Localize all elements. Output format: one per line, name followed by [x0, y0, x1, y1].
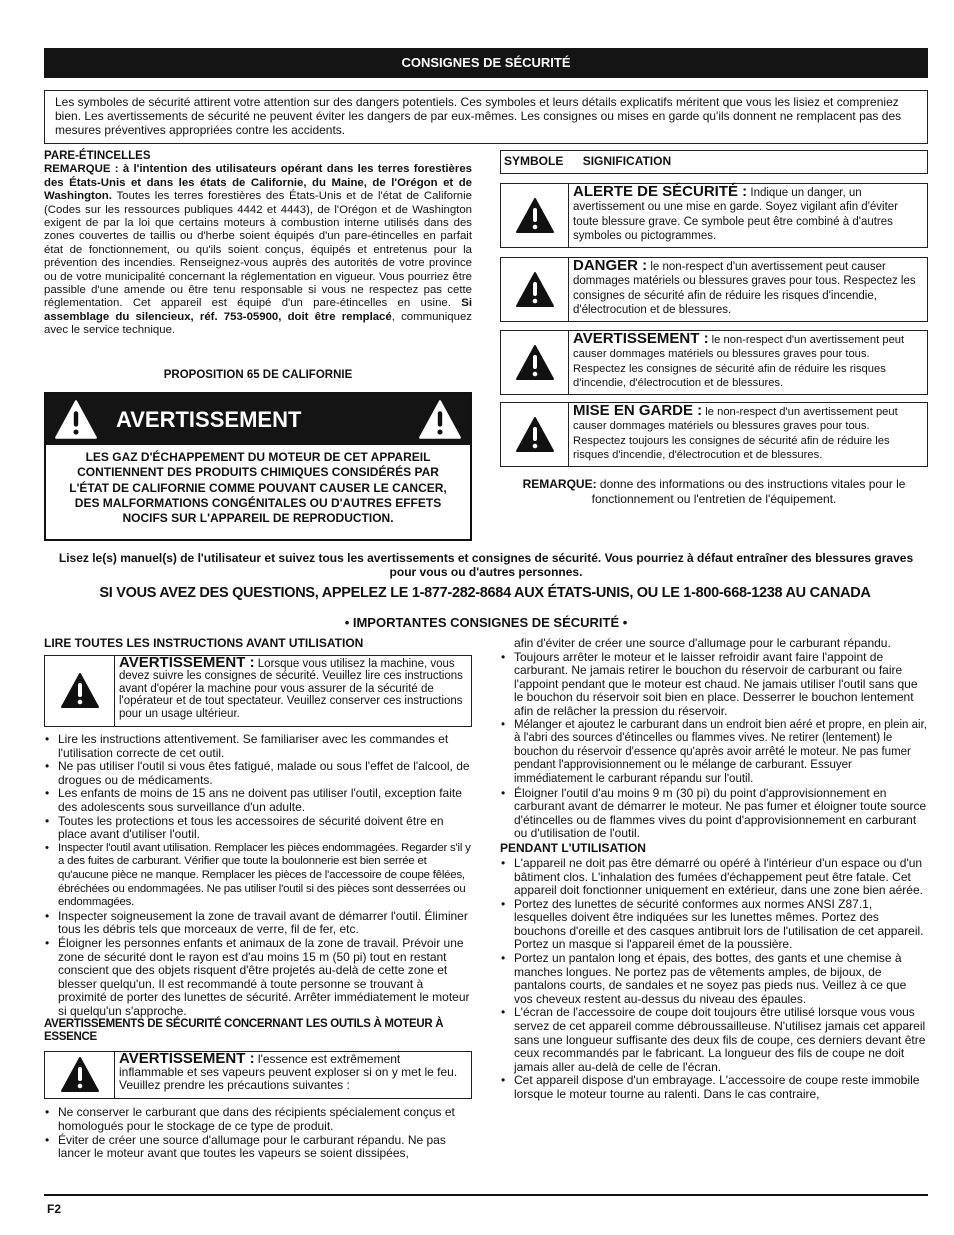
symbol-text: le non-respect d'un avertissement peut causer dommages matériels ou blessures graves pour tous. Respectez toujours les consignes de sécurité afin de réduire les risques d'incendie, d'électrocution et de blessures.	[573, 406, 898, 462]
warning-header	[46, 394, 470, 445]
symbol-title: ALERTE DE SÉCURITÉ :	[573, 183, 748, 200]
note-label: REMARQUE:	[522, 477, 597, 491]
symbol-title: AVERTISSEMENT :	[573, 330, 709, 347]
fuel-handling-list	[500, 651, 928, 841]
prop65-title: PROPOSITION 65 DE CALIFORNIE	[163, 369, 353, 381]
symbol-row-caution	[500, 402, 928, 467]
symbol-description	[569, 258, 927, 321]
during-use-heading: PENDANT L'UTILISATION	[500, 840, 646, 855]
phone-notice: SI VOUS AVEZ DES QUESTIONS, APPELEZ LE 1-877-282-8684 AUX ÉTATS-UNIS, OU LE 1-800-668-1238 AU CANADA	[99, 585, 871, 601]
list-item: • Toutes les protections et tous les accessoires de sécurité doivent être en place avant d'utiliser l'outil.	[44, 815, 472, 842]
intro-box	[44, 90, 928, 144]
header-bar	[44, 48, 928, 78]
note-text: donne des informations ou des instructions vitales pour le fonctionnement ou l'entretien de l'équipement.	[591, 477, 906, 506]
warning-label: AVERTISSEMENT	[116, 406, 302, 432]
list-item: • Cet appareil dispose d'un embrayage. L'accessoire de coupe reste immobile lorsque le moteur tourne au ralenti. Dans le cas contraire,	[500, 1074, 928, 1101]
continued-text: afin d'éviter de créer une source d'allumage pour le carburant répandu.	[514, 636, 891, 650]
warning-description	[115, 656, 471, 726]
symbol-description	[569, 184, 927, 247]
warning-text: l'essence est extrêmement inflammable et ses vapeurs peuvent exploser si on y met le feu. Veuillez prendre les précautions suivantes :	[119, 1052, 458, 1092]
prop65-warning-box	[44, 392, 472, 541]
read-instructions-heading: LIRE TOUTES LES INSTRUCTIONS AVANT UTILISATION	[44, 636, 364, 650]
list-item: • L'écran de l'accessoire de coupe doit toujours être utilisé lorsque vous vous servez de cet appareil comme débroussailleuse. N'utilisez jamais cet appareil sans une longueur suffisante des deux fils de coupe, ces derniers devant être ceux recommandés par le fabricant. La longueur des fils de coupe ne doit jamais aller au-delà de celle de l'écran.	[500, 1006, 928, 1074]
symbol-cell	[501, 258, 569, 321]
spark-bold-lead: REMARQUE : à l'intention des utilisateurs opérant dans les terres forestières des États-Unis et dans les états de Californie, du Maine, de l'Orégon et de Washington.	[44, 163, 472, 203]
spark-bold-tail: Si assemblage du silencieux, réf. 753-05900, doit être remplacé	[44, 297, 472, 323]
symbol-row-safety-alert	[500, 183, 928, 248]
symbol-column-label: SYMBOLE	[504, 154, 564, 168]
symbol-cell	[501, 331, 569, 394]
warning-description	[115, 1052, 471, 1098]
page-title: CONSIGNES DE SÉCURITÉ	[401, 55, 571, 70]
read-manual-notice: Lisez le(s) manuel(s) de l'utilisateur et suivez tous les avertissements et consignes de sécurité. Vous pourriez à défaut entraîner des blessures graves pour vous ou d'autres personnes.	[58, 551, 914, 579]
symbol-cell	[501, 184, 569, 247]
spark-end: , communiquez avec le service technique.	[44, 310, 472, 337]
page-number: F2	[47, 1202, 62, 1216]
warning-icon	[60, 1056, 100, 1094]
symbols-table-header	[500, 150, 928, 174]
symbol-row-warning	[500, 330, 928, 395]
prop65-warning-text: LES GAZ D'ÉCHAPPEMENT DU MOTEUR DE CET APPAREIL CONTIENNENT DES PRODUITS CHIMIQUES CONSIDÉRÉS PAR L'ÉTAT DE CALIFORNIE COMME POUVANT CAUSER LE CANCER, DES MALFORMATIONS CONGÉNITALES OU D'AUTRES EFFETS NOCIFS SUR L'APPAREIL DE REPRODUCTION.	[69, 450, 447, 526]
warning-icon	[515, 344, 555, 382]
list-item: • Éloigner les personnes enfants et animaux de la zone de travail. Prévoir une zone de sécurité dont le rayon est d'au moins 15 m (50 pi) tout en restant conscient que des objets risquent d'être projetés au-delà de cette zone et blesser quelqu'un. Il est recommandé à toute personne se trouvant à proximité de porter des lunettes de sécurité. Arrêter immédiatement le moteur si quelqu'un s'approche.	[44, 937, 472, 1019]
symbol-cell	[45, 656, 115, 726]
lower-right-column	[500, 637, 928, 1102]
list-item: • Lire les instructions attentivement. Se familiariser avec les commandes et l'utilisation correcte de cet outil.	[44, 733, 472, 760]
spark-arrester-section	[44, 150, 472, 338]
warning-title: AVERTISSEMENT :	[119, 654, 255, 671]
safety-alert-icon	[515, 197, 555, 235]
during-use-list	[500, 857, 928, 1102]
symbol-title: DANGER :	[573, 257, 648, 274]
list-item: • Les enfants de moins de 15 ans ne doivent pas utiliser l'outil, exception faite des adolescents sous surveillance d'un adulte.	[44, 787, 472, 814]
spark-arrester-title: PARE-ÉTINCELLES	[44, 150, 151, 162]
spark-body: Toutes les terres forestières des États-Unis et de l'état de Californie (Codes sur les ressources publiques 4442 et 4443), de l'Orégon et de Washington exigent de par la loi que certains moteurs à combustion interne utilisés dans des zones couvertes de taillis ou d'herbe soient équipés d'un pare-étincelles en parfait état de fonctionnement, ou qu'ils soient conçus, équipés et entretenus pour la prévention des incendies. Renseignez-vous auprès des autorités de votre province ou de votre municipalité concernant la réglementation en vigueur. Vous pourriez être passible d'une amende ou être tenu responsable si vous ne respectez pas cette réglementation. Cet appareil est équipé d'un pare-étincelles en usine.	[44, 190, 472, 310]
symbol-description	[569, 331, 927, 394]
footer-divider	[44, 1194, 928, 1196]
warning-triangle-icon	[418, 399, 462, 441]
list-item: • Portez des lunettes de sécurité conformes aux normes ANSI Z87.1, lesquelles doivent être indiquées sur les lunettes mêmes. Portez des bouchons d'oreille et des casques antibruit lors de l'utilisation de cet appareil. Portez un masque si l'appareil émet de la poussière.	[500, 898, 928, 952]
warning-triangle-icon	[54, 399, 98, 441]
symbol-title: MISE EN GARDE :	[573, 402, 703, 419]
list-item: • Toujours arrêter le moteur et le laisser refroidir avant faire l'appoint de carburant. Ne jamais retirer le bouchon du réservoir de carburant ou faire l'appoint pendant que le moteur est chaud. Ne jamais utiliser l'outil sans que le bouchon du réservoir soit bien en place. Desserrer le bouchon lentement afin de relâcher la pression du réservoir.	[500, 651, 928, 719]
symbol-text: le non-respect d'un avertissement peut causer dommages matériels ou blessures graves pour tous. Respectez les consignes de sécurité afin de réduire les risques d'incendie, d'électrocution et de blessures.	[573, 334, 905, 390]
operator-warning-box	[44, 655, 472, 727]
symbol-description	[569, 403, 927, 466]
list-item: • Éloigner l'outil d'au moins 9 m (30 pi) du point d'approvisionnement en carburant avant de démarrer le moteur. Ne pas fumer et éloigner toute source d'étincelles ou de flammes vives du point d'approvisionnement en carburant ou d'utilisation de l'outil.	[500, 787, 928, 841]
warning-icon	[60, 672, 100, 710]
warning-text: Lorsque vous utilisez la machine, vous devez suivre les consignes de sécurité. Veuillez lire ces instructions avant d'opérer la machine pour vous assurer de la sécurité de l'opérateur et de tout spectateur. Veuillez conserver ces instructions pour un usage ultérieur.	[119, 658, 463, 720]
fuel-safety-list	[44, 1106, 472, 1160]
list-item: • Ne conserver le carburant que dans des récipients spécialement conçus et homologués pour le stockage de ce type de produit.	[44, 1106, 472, 1133]
symbol-text: Indique un danger, un avertissement ou une mise en garde. Soyez vigilant afin d'éviter toute blessure grave. Ce symbole peut être combiné à d'autres symboles ou pictogrammes.	[573, 187, 899, 243]
symbol-cell	[501, 403, 569, 466]
list-item: • Ne pas utiliser l'outil si vous êtes fatigué, malade ou sous l'effet de l'alcool, de drogues ou de médicaments.	[44, 760, 472, 787]
list-item: • Éviter de créer une source d'allumage pour le carburant répandu. Ne pas lancer le moteur avant que toutes les vapeurs se soient dissipées,	[44, 1134, 472, 1161]
general-safety-list	[44, 733, 472, 1018]
important-heading: • IMPORTANTES CONSIGNES DE SÉCURITÉ •	[344, 615, 628, 630]
list-item: • Inspecter l'outil avant utilisation. Remplacer les pièces endommagées. Regarder s'il y a des fuites de carburant. Vérifier que toute la boulonnerie est bien serrée et qu'aucune pièce ne manque. Remplacer les pièces de l'accessoire de coupe fêlées, ébréchées ou endommagées. Ne pas utiliser l'outil si des pièces sont desserrées ou endommagées.	[44, 842, 472, 910]
list-item: • Inspecter soigneusement la zone de travail avant de démarrer l'outil. Éliminer tous les débris tels que morceaux de verre, fil de fer, etc.	[44, 910, 472, 937]
warning-title: AVERTISSEMENT :	[119, 1050, 255, 1068]
intro-text: Les symboles de sécurité attirent votre attention sur des dangers potentiels. Ces symboles et leurs détails explicatifs méritent que vous les lisiez et compreniez bien. Les avertissements de sécurité ne peuvent éviter les dangers de par eux-mêmes. Les consignes ou mises en garde qu'ils donnent ne remplacent pas des mesures préventives appropriées contre les accidents.	[55, 95, 902, 137]
meaning-column-label: SIGNIFICATION	[582, 154, 672, 168]
symbol-text: le non-respect d'un avertissement peut causer dommages matériels ou blessures graves pour tous. Respectez les consignes de sécurité afin de réduire les risques d'incendie, d'électrocution et de blessures.	[573, 261, 916, 317]
symbols-note	[505, 477, 923, 506]
lower-left-column	[44, 636, 472, 1161]
symbol-row-danger	[500, 257, 928, 322]
fuel-safety-heading: AVERTISSEMENTS DE SÉCURITÉ CONCERNANT LES OUTILS À MOTEUR À ESSENCE	[44, 1018, 444, 1043]
symbol-cell	[45, 1052, 115, 1098]
list-item: • L'appareil ne doit pas être démarré ou opéré à l'intérieur d'un espace ou d'un bâtiment clos. L'inhalation des fumées d'échappement peut être fatale. Cet appareil doit fonctionner uniquement en extérieur, dans une zone bien aérée.	[500, 857, 928, 898]
caution-icon	[515, 416, 555, 454]
list-item: • Mélanger et ajoutez le carburant dans un endroit bien aéré et propre, en plein air, à l'abri des sources d'étincelles ou flammes vives. Ne retirer (lentement) le bouchon du réservoir d'essence qu'après avoir arrêté le moteur. Ne pas fumer pendant l'approvisionnement ou le mélange de carburant. Essuyer immédiatement le carburant répandu sur l'outil.	[500, 719, 928, 787]
fuel-warning-box	[44, 1051, 472, 1099]
spark-arrester-text	[44, 163, 472, 337]
danger-icon	[515, 271, 555, 309]
list-item: • Portez un pantalon long et épais, des bottes, des gants et une chemise à manches longues. Ne portez pas de vêtements amples, de bijoux, de pantalons courts, de sandales et ne soyez pas pieds nus. Veillez à ce que vos cheveux restent au-dessus du niveau des épaules.	[500, 952, 928, 1006]
